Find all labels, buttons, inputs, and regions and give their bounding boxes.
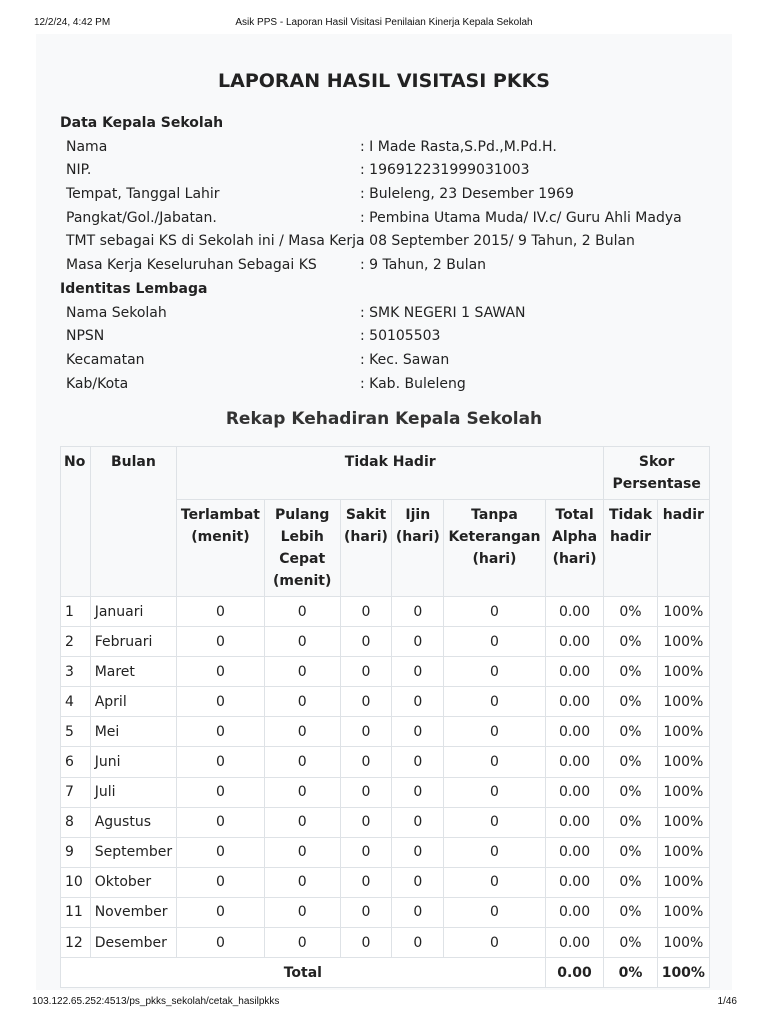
attendance-table-body: [61, 597, 710, 958]
info-label: Kab/Kota: [66, 375, 129, 392]
cell-no: 9: [61, 837, 91, 867]
cell-tidak-hadir: 0%: [604, 747, 657, 777]
cell-tanpa: 0: [444, 837, 545, 867]
print-footer: [0, 990, 768, 1024]
kepala-sekolah-heading: Data Kepala Sekolah: [60, 115, 224, 131]
info-value: : 196912231999031003: [360, 162, 530, 179]
cell-bulan: Oktober: [90, 867, 176, 897]
info-row: [60, 159, 720, 183]
cell-pulang: 0: [264, 837, 340, 867]
cell-no: 6: [61, 747, 91, 777]
cell-no: 2: [61, 627, 91, 657]
col-tidak-hadir-pct-header: Tidak hadir: [604, 500, 657, 597]
info-label: Pangkat/Gol./Jabatan.: [66, 209, 217, 226]
cell-hadir: 100%: [657, 837, 709, 867]
cell-terlambat: 0: [177, 807, 265, 837]
cell-hadir: 100%: [657, 807, 709, 837]
cell-no: 11: [61, 897, 91, 927]
cell-bulan: Juli: [90, 777, 176, 807]
total-label: Total: [61, 958, 546, 988]
cell-ijin: 0: [392, 687, 444, 717]
cell-sakit: 0: [340, 687, 392, 717]
cell-ijin: 0: [392, 597, 444, 627]
info-value: : Buleleng, 23 Desember 1969: [360, 186, 574, 203]
col-alpha-header: Total Alpha (hari): [545, 500, 604, 597]
cell-pulang: 0: [264, 717, 340, 747]
cell-ijin: 0: [392, 717, 444, 747]
info-row: [60, 230, 720, 254]
cell-tanpa: 0: [444, 897, 545, 927]
cell-ijin: 0: [392, 747, 444, 777]
info-row: [60, 373, 720, 397]
attendance-table: [60, 446, 710, 988]
cell-no: 8: [61, 807, 91, 837]
cell-alpha: 0.00: [545, 657, 604, 687]
info-label: NIP.: [66, 162, 92, 179]
cell-tidak-hadir: 0%: [604, 928, 657, 958]
info-row: [60, 254, 720, 278]
info-row: [60, 325, 720, 349]
report-sheet: [36, 34, 732, 990]
cell-pulang: 0: [264, 627, 340, 657]
cell-terlambat: 0: [177, 657, 265, 687]
cell-bulan: Januari: [90, 597, 176, 627]
cell-hadir: 100%: [657, 928, 709, 958]
cell-alpha: 0.00: [545, 777, 604, 807]
table-row: [61, 627, 710, 657]
table-row: [61, 717, 710, 747]
info-label: Tempat, Tanggal Lahir: [66, 186, 220, 203]
cell-hadir: 100%: [657, 627, 709, 657]
cell-sakit: 0: [340, 928, 392, 958]
cell-alpha: 0.00: [545, 747, 604, 777]
cell-terlambat: 0: [177, 897, 265, 927]
cell-terlambat: 0: [177, 867, 265, 897]
cell-tidak-hadir: 0%: [604, 687, 657, 717]
cell-alpha: 0.00: [545, 928, 604, 958]
info-row: [60, 207, 720, 231]
cell-bulan: Agustus: [90, 807, 176, 837]
cell-hadir: 100%: [657, 747, 709, 777]
info-label: Nama: [66, 138, 108, 155]
table-row: [61, 837, 710, 867]
cell-hadir: 100%: [657, 867, 709, 897]
cell-terlambat: 0: [177, 928, 265, 958]
cell-terlambat: 0: [177, 747, 265, 777]
col-no-header: No: [61, 447, 91, 597]
cell-tidak-hadir: 0%: [604, 717, 657, 747]
cell-sakit: 0: [340, 867, 392, 897]
cell-terlambat: 0: [177, 837, 265, 867]
cell-bulan: Mei: [90, 717, 176, 747]
cell-bulan: Desember: [90, 928, 176, 958]
cell-ijin: 0: [392, 928, 444, 958]
cell-tanpa: 0: [444, 717, 545, 747]
cell-alpha: 0.00: [545, 597, 604, 627]
cell-hadir: 100%: [657, 597, 709, 627]
cell-ijin: 0: [392, 777, 444, 807]
table-row: [61, 897, 710, 927]
cell-tanpa: 0: [444, 627, 545, 657]
cell-tanpa: 0: [444, 807, 545, 837]
cell-alpha: 0.00: [545, 687, 604, 717]
cell-bulan: Juni: [90, 747, 176, 777]
cell-tidak-hadir: 0%: [604, 627, 657, 657]
print-header: [0, 0, 768, 34]
table-row: [61, 597, 710, 627]
table-row: [61, 777, 710, 807]
cell-sakit: 0: [340, 627, 392, 657]
cell-alpha: 0.00: [545, 627, 604, 657]
total-tidak-hadir: 0%: [604, 958, 657, 988]
col-skor-header: Skor Persentase: [604, 447, 710, 500]
table-row: [61, 807, 710, 837]
cell-no: 5: [61, 717, 91, 747]
cell-pulang: 0: [264, 867, 340, 897]
info-value: : 08 September 2015/ 9 Tahun, 2 Bulan: [360, 233, 635, 250]
print-url: 103.122.65.252:4513/ps_pkks_sekolah/cetak_hasilpkks: [32, 996, 280, 1007]
table-row: [61, 747, 710, 777]
cell-tidak-hadir: 0%: [604, 837, 657, 867]
cell-tanpa: 0: [444, 777, 545, 807]
cell-alpha: 0.00: [545, 717, 604, 747]
total-alpha: 0.00: [545, 958, 604, 988]
cell-tidak-hadir: 0%: [604, 807, 657, 837]
cell-pulang: 0: [264, 687, 340, 717]
cell-alpha: 0.00: [545, 897, 604, 927]
cell-bulan: Maret: [90, 657, 176, 687]
cell-sakit: 0: [340, 747, 392, 777]
cell-hadir: 100%: [657, 687, 709, 717]
info-row: [60, 349, 720, 373]
cell-tidak-hadir: 0%: [604, 897, 657, 927]
cell-ijin: 0: [392, 627, 444, 657]
cell-ijin: 0: [392, 867, 444, 897]
cell-sakit: 0: [340, 597, 392, 627]
cell-pulang: 0: [264, 897, 340, 927]
table-row: [61, 928, 710, 958]
cell-alpha: 0.00: [545, 867, 604, 897]
col-tidak-hadir-header: Tidak Hadir: [177, 447, 604, 500]
col-bulan-header: Bulan: [90, 447, 176, 597]
info-row: [60, 302, 720, 326]
cell-no: 7: [61, 777, 91, 807]
info-row: [60, 183, 720, 207]
report-title: LAPORAN HASIL VISITASI PKKS: [218, 70, 550, 92]
cell-ijin: 0: [392, 837, 444, 867]
rekap-title: Rekap Kehadiran Kepala Sekolah: [225, 409, 543, 429]
cell-tanpa: 0: [444, 747, 545, 777]
info-value: : Kab. Buleleng: [360, 375, 466, 392]
cell-sakit: 0: [340, 717, 392, 747]
info-label: Masa Kerja Keseluruhan Sebagai KS: [66, 257, 317, 274]
cell-no: 4: [61, 687, 91, 717]
identitas-lembaga-heading: Identitas Lembaga: [60, 280, 208, 297]
cell-tanpa: 0: [444, 597, 545, 627]
cell-ijin: 0: [392, 897, 444, 927]
cell-hadir: 100%: [657, 897, 709, 927]
cell-no: 1: [61, 597, 91, 627]
info-label: Kecamatan: [66, 351, 145, 368]
cell-pulang: 0: [264, 657, 340, 687]
cell-terlambat: 0: [177, 627, 265, 657]
cell-sakit: 0: [340, 837, 392, 867]
cell-bulan: September: [90, 837, 176, 867]
col-ijin-header: Ijin (hari): [392, 500, 444, 597]
cell-bulan: April: [90, 687, 176, 717]
cell-bulan: Februari: [90, 627, 176, 657]
cell-tidak-hadir: 0%: [604, 597, 657, 627]
cell-pulang: 0: [264, 807, 340, 837]
cell-hadir: 100%: [657, 657, 709, 687]
cell-alpha: 0.00: [545, 807, 604, 837]
col-hadir-pct-header: hadir: [657, 500, 709, 597]
info-value: : 9 Tahun, 2 Bulan: [360, 257, 487, 274]
total-hadir: 100%: [657, 958, 709, 988]
info-value: : Kec. Sawan: [360, 351, 450, 368]
info-label: TMT sebagai KS di Sekolah ini / Masa Kerja: [66, 233, 365, 250]
info-value: : I Made Rasta,S.Pd.,M.Pd.H.: [360, 138, 557, 155]
total-row: [61, 958, 710, 988]
cell-sakit: 0: [340, 807, 392, 837]
cell-pulang: 0: [264, 777, 340, 807]
cell-sakit: 0: [340, 777, 392, 807]
cell-terlambat: 0: [177, 717, 265, 747]
cell-bulan: November: [90, 897, 176, 927]
col-sakit-header: Sakit (hari): [340, 500, 392, 597]
col-tanpa-header: Tanpa Keterangan (hari): [444, 500, 545, 597]
cell-sakit: 0: [340, 897, 392, 927]
cell-tanpa: 0: [444, 657, 545, 687]
cell-hadir: 100%: [657, 777, 709, 807]
cell-tanpa: 0: [444, 867, 545, 897]
info-value: : SMK NEGERI 1 SAWAN: [360, 304, 526, 321]
col-pulang-header: Pulang Lebih Cepat (menit): [264, 500, 340, 597]
cell-no: 3: [61, 657, 91, 687]
cell-hadir: 100%: [657, 717, 709, 747]
cell-terlambat: 0: [177, 597, 265, 627]
cell-alpha: 0.00: [545, 837, 604, 867]
cell-tidak-hadir: 0%: [604, 777, 657, 807]
cell-tidak-hadir: 0%: [604, 867, 657, 897]
print-date: 12/2/24, 4:42 PM: [34, 17, 111, 28]
table-row: [61, 867, 710, 897]
identity-section: [60, 112, 720, 396]
col-terlambat-header: Terlambat (menit): [177, 500, 265, 597]
cell-tanpa: 0: [444, 928, 545, 958]
table-row: [61, 687, 710, 717]
cell-tanpa: 0: [444, 687, 545, 717]
info-label: NPSN: [66, 328, 105, 345]
page-number: 1/46: [717, 996, 737, 1007]
cell-no: 12: [61, 928, 91, 958]
print-page-title: Asik PPS - Laporan Hasil Visitasi Penilaian Kinerja Kepala Sekolah: [235, 17, 533, 28]
cell-tidak-hadir: 0%: [604, 657, 657, 687]
cell-terlambat: 0: [177, 777, 265, 807]
cell-pulang: 0: [264, 597, 340, 627]
cell-pulang: 0: [264, 747, 340, 777]
cell-ijin: 0: [392, 807, 444, 837]
cell-no: 10: [61, 867, 91, 897]
info-row: [60, 136, 720, 160]
info-label: Nama Sekolah: [66, 304, 167, 321]
cell-ijin: 0: [392, 657, 444, 687]
table-row: [61, 657, 710, 687]
info-value: : 50105503: [360, 328, 441, 345]
cell-pulang: 0: [264, 928, 340, 958]
cell-sakit: 0: [340, 657, 392, 687]
cell-terlambat: 0: [177, 687, 265, 717]
info-value: : Pembina Utama Muda/ IV.c/ Guru Ahli Madya: [360, 209, 682, 226]
